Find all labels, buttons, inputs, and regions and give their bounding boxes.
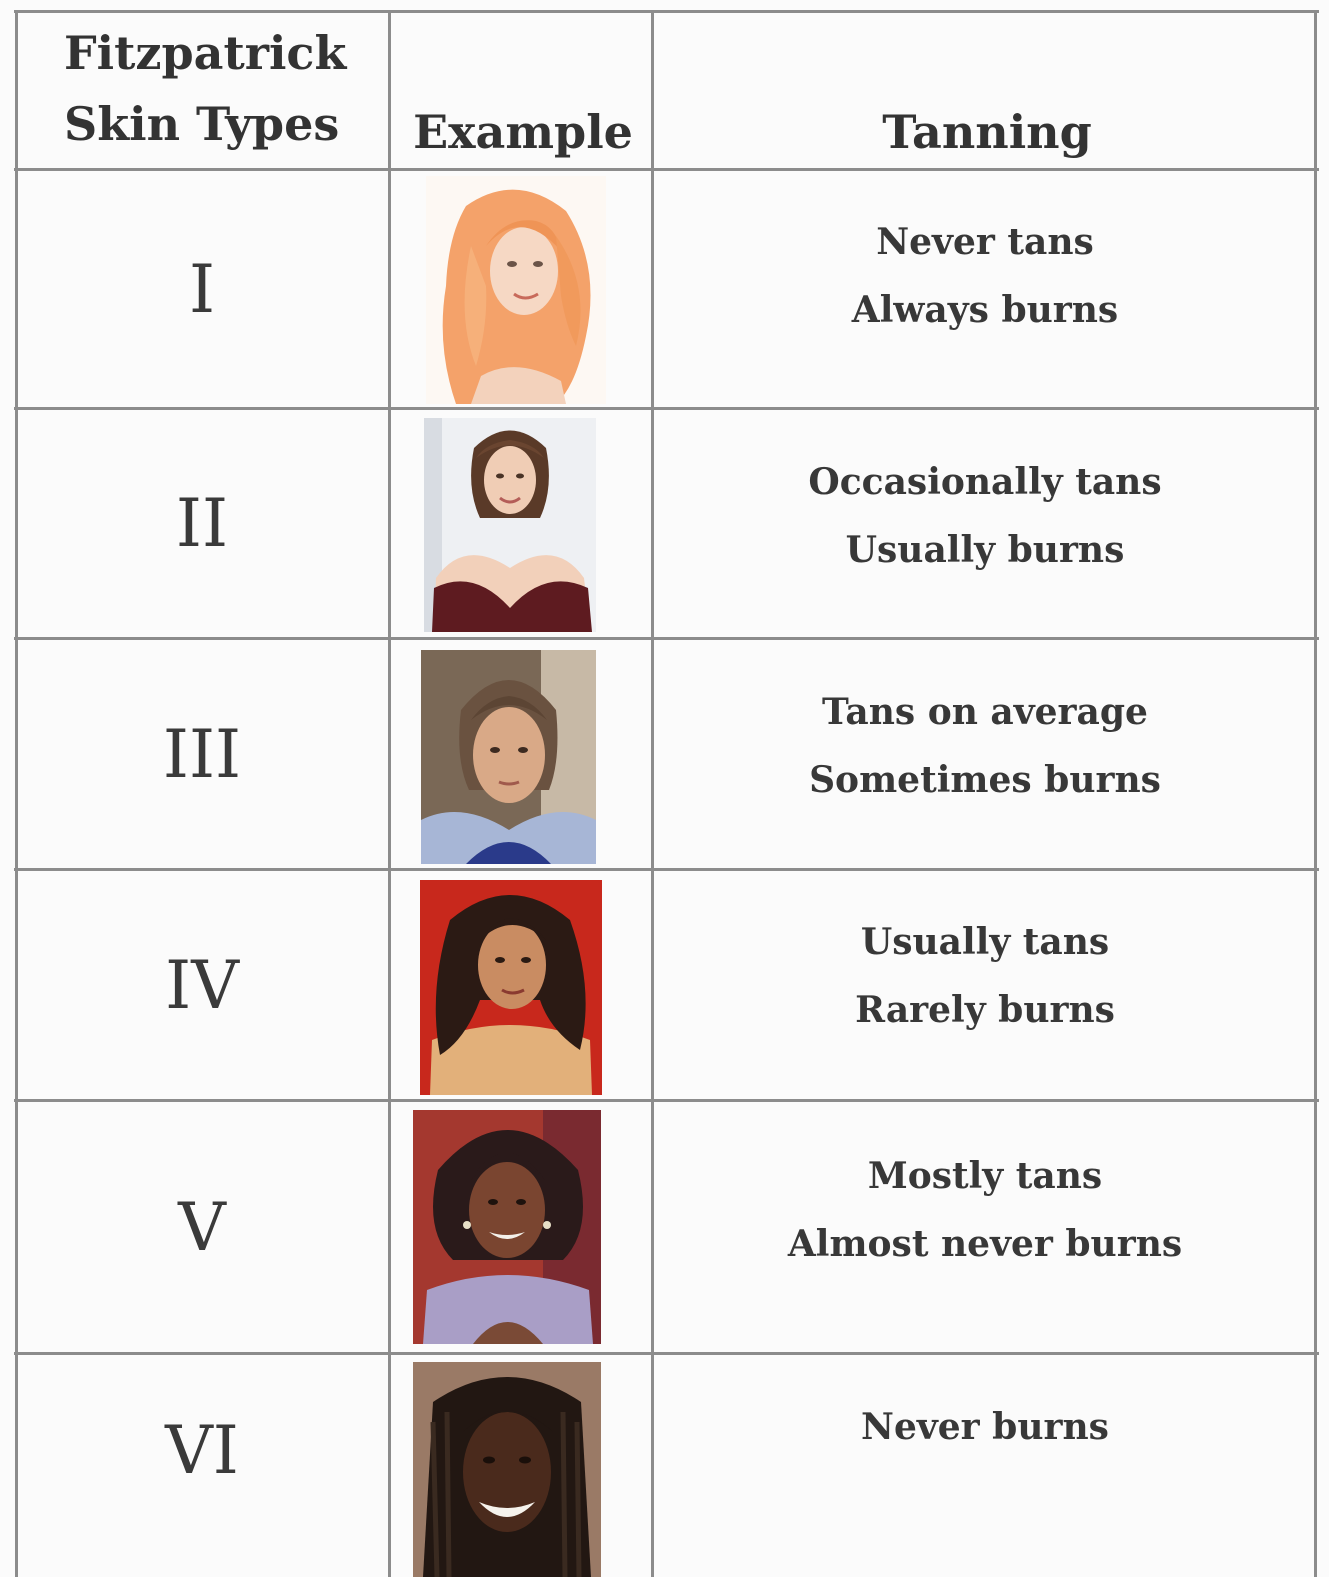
portrait-icon bbox=[413, 1110, 601, 1344]
portrait-icon bbox=[426, 176, 606, 404]
example-photo-type-5 bbox=[413, 1110, 601, 1344]
tanning-description bbox=[655, 208, 1315, 344]
skin-type-label: IV bbox=[165, 946, 239, 1024]
tanning-description bbox=[655, 678, 1315, 814]
header-skin-types bbox=[20, 10, 390, 170]
portrait-icon bbox=[420, 880, 602, 1095]
tanning-line: Mostly tans bbox=[867, 1155, 1103, 1197]
tanning-line: Usually burns bbox=[845, 529, 1125, 571]
skin-type-label: III bbox=[162, 715, 242, 793]
tanning-line: Never tans bbox=[876, 221, 1094, 263]
tanning-line: Always burns bbox=[851, 289, 1119, 331]
header-example: Example bbox=[413, 104, 633, 159]
tanning-line: Tans on average bbox=[822, 691, 1148, 733]
tanning-description bbox=[655, 1142, 1315, 1278]
example-photo-type-4 bbox=[420, 880, 602, 1095]
portrait-icon bbox=[413, 1362, 601, 1577]
example-photo-type-3 bbox=[421, 650, 596, 864]
tanning-line: Rarely burns bbox=[855, 989, 1115, 1031]
portrait-icon bbox=[424, 418, 596, 632]
tanning-line: Sometimes burns bbox=[809, 759, 1161, 801]
column-divider bbox=[388, 10, 391, 1577]
example-photo-type-1 bbox=[426, 176, 606, 404]
skin-type-label: V bbox=[178, 1188, 226, 1266]
portrait-icon bbox=[421, 650, 596, 864]
tanning-line: Never burns bbox=[861, 1406, 1109, 1448]
tanning-line: Occasionally tans bbox=[808, 461, 1162, 503]
skin-type-label: VI bbox=[165, 1411, 239, 1489]
skin-type-label: II bbox=[175, 485, 229, 562]
tanning-line: Usually tans bbox=[860, 921, 1110, 963]
example-photo-type-2 bbox=[424, 418, 596, 632]
column-divider bbox=[651, 10, 654, 1577]
tanning-description bbox=[655, 1393, 1315, 1461]
tanning-description bbox=[655, 908, 1315, 1044]
tanning-description bbox=[655, 448, 1315, 584]
skin-type-label: I bbox=[188, 250, 216, 328]
header-tanning: Tanning bbox=[882, 104, 1092, 159]
example-photo-type-6 bbox=[413, 1362, 601, 1577]
header-skin-types-line1: Fitzpatrick bbox=[64, 26, 347, 80]
tanning-line: Almost never burns bbox=[787, 1223, 1183, 1265]
header-skin-types-line2: Skin Types bbox=[64, 97, 340, 152]
